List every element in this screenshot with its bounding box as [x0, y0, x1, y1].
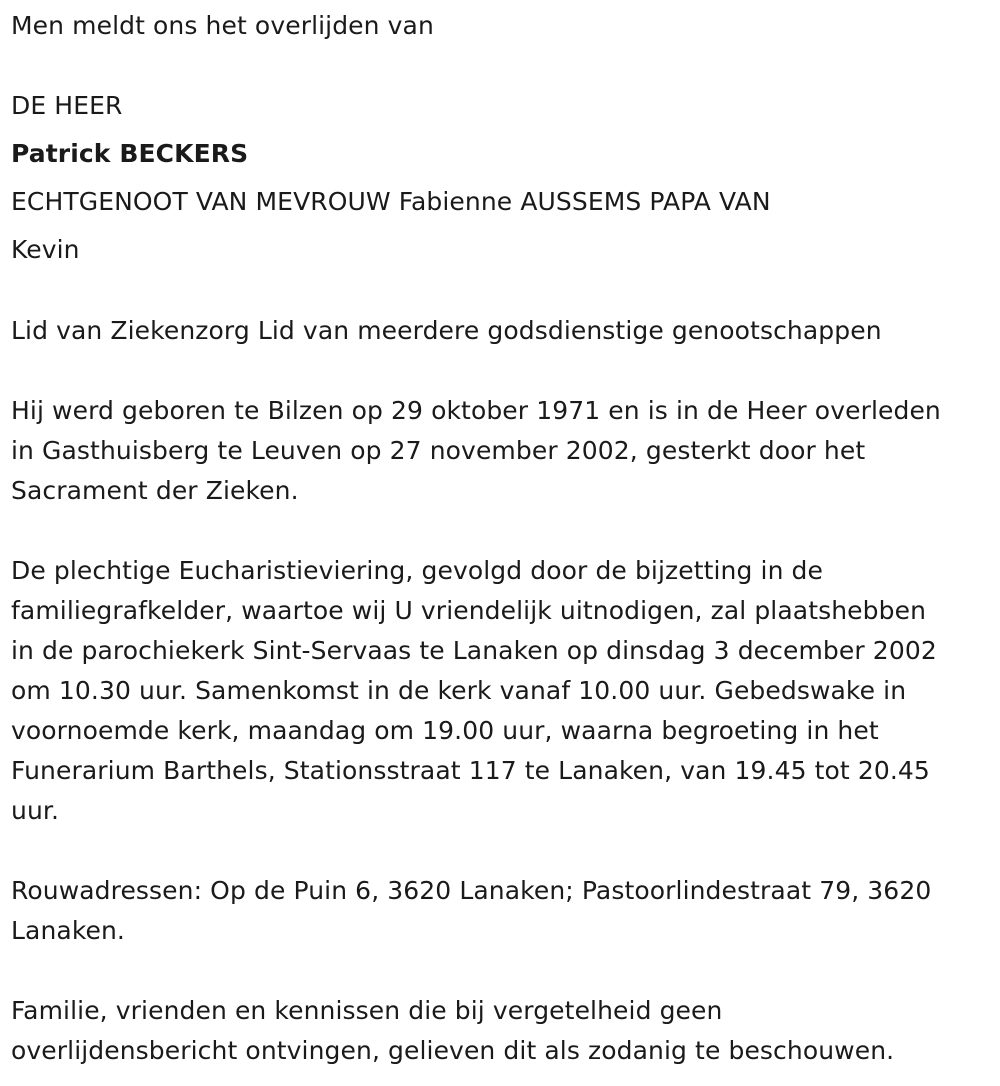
- paragraph-line: uur.: [11, 796, 60, 825]
- paragraph-line: Funerarium Barthels, Stationsstraat 117 te Lanaken, van 19.45 tot 20.45: [11, 756, 930, 785]
- intro-text: Men meldt ons het overlijden van: [11, 11, 434, 40]
- paragraph-line: Sacrament der Zieken.: [11, 476, 299, 505]
- paragraph-line: familiegrafkelder, waartoe wij U vriendelijk uitnodigen, zal plaatshebben: [11, 596, 927, 625]
- child-name: Kevin: [11, 235, 80, 264]
- memberships-text: Lid van Ziekenzorg Lid van meerdere godsdienstige genootschappen: [11, 316, 882, 345]
- paragraph-line: overlijdensbericht ontvingen, gelieven dit als zodanig te beschouwen.: [11, 1036, 895, 1065]
- deceased-name: Patrick BECKERS: [11, 139, 249, 168]
- paragraph-line: in de parochiekerk Sint-Servaas te Lanaken op dinsdag 3 december 2002: [11, 636, 937, 665]
- paragraph-line: De plechtige Eucharistieviering, gevolgd door de bijzetting in de: [11, 556, 824, 585]
- spouse-line: ECHTGENOOT VAN MEVROUW Fabienne AUSSEMS PAPA VAN: [11, 187, 771, 216]
- paragraph-line: om 10.30 uur. Samenkomst in de kerk vanaf 10.00 uur. Gebedswake in: [11, 676, 907, 705]
- honorific: DE HEER: [11, 91, 123, 120]
- paragraph-line: voornoemde kerk, maandag om 19.00 uur, waarna begroeting in het: [11, 716, 879, 745]
- paragraph-line: Hij werd geboren te Bilzen op 29 oktober 1971 en is in de Heer overleden: [11, 396, 941, 425]
- paragraph-line: in Gasthuisberg te Leuven op 27 november 2002, gesterkt door het: [11, 436, 866, 465]
- paragraph-line: Familie, vrienden en kennissen die bij vergetelheid geen: [11, 996, 723, 1025]
- paragraph-line: Rouwadressen: Op de Puin 6, 3620 Lanaken; Pastoorlindestraat 79, 3620: [11, 876, 932, 905]
- paragraph-line: Lanaken.: [11, 916, 125, 945]
